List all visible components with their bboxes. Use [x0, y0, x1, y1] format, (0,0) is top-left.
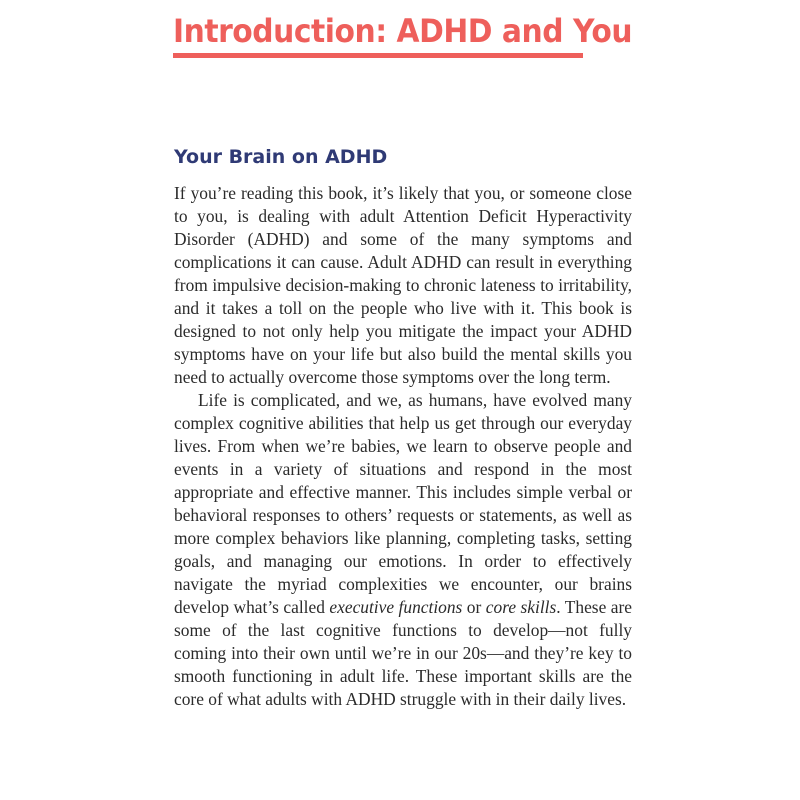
- term-executive-functions: executive functions: [329, 597, 463, 618]
- paragraph-2-text-c: . These are some of the last cognitive functions to develop—not fully coming into their own until we’re in our 20s—and they’re key to smooth functioning in adult life. These important skills are the core of what adults with ADHD struggle with in their daily lives.: [174, 597, 633, 710]
- title-underline: [173, 53, 583, 58]
- term-core-skills: core skills: [485, 597, 557, 618]
- paragraph-1: If you’re reading this book, it’s likely that you, or someone close to you, is dealing with adult Attention Deficit Hyperactivity Disorder (ADHD) and some of the many symptoms and complications it can cause. Adult ADHD can result in everything from impulsive decision-making to chronic lateness to irritability, and it takes a toll on the people who live with it. This book is designed to not only help you mitigate the impact your ADHD symptoms have on your life but also build the mental skills you need to actually overcome those symptoms over the long term.: [174, 183, 632, 388]
- paragraph-2-text-a: Life is complicated, and we, as humans, have evolved many complex cognitive abilities that help us get through our everyday lives. From when we’re babies, we learn to observe people and events in a variety of situations and respond in the most appropriate and effective manner. This includes simple verbal or behavioral responses to others’ requests or statements, as well as more complex behaviors like planning, completing tasks, setting goals, and managing our emotions. In order to effectively navigate the myriad complexities we encounter, our brains develop what’s called: [174, 390, 632, 618]
- body-text: [174, 182, 632, 711]
- section-heading: Your Brain on ADHD: [174, 146, 388, 168]
- paragraph-2-text-b: or: [462, 597, 486, 618]
- paragraph-2: [174, 389, 632, 711]
- chapter-title: Introduction: ADHD and You: [173, 12, 633, 50]
